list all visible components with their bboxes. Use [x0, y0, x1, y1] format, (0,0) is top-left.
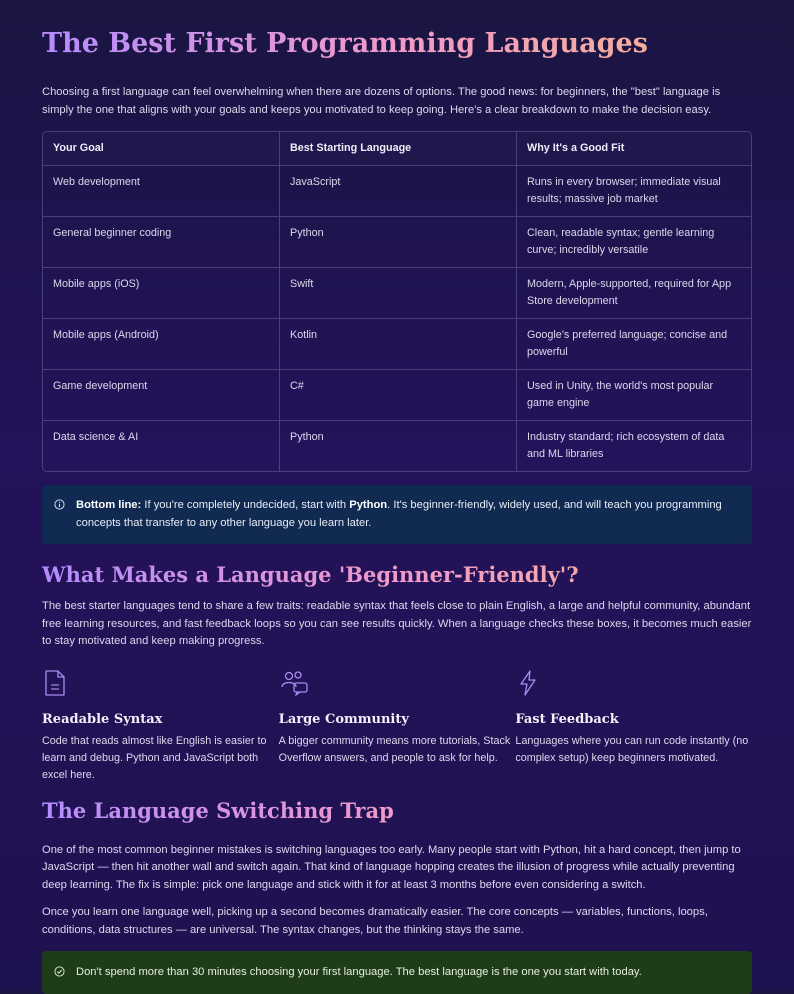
feature-title: Readable Syntax [42, 711, 163, 727]
table-row [43, 166, 751, 217]
feature-fast-feedback [515, 669, 752, 784]
section-paragraph: The best starter languages tend to share a few traits: readable syntax that feels close to plain English, a large and helpful community, abundant free learning resources, and fast feedback loops so you can see results quickly. When a language checks these boxes, it becomes much easier to stay motivated and keep making progress. [42, 600, 752, 647]
callout-highlight: Python [349, 499, 388, 511]
bottom-line-callout [42, 485, 752, 544]
table-row [43, 268, 751, 319]
info-icon [54, 499, 65, 517]
cell-language: JavaScript [280, 166, 517, 217]
cell-language: Swift [280, 268, 517, 319]
feature-text: A bigger community means more tutorials, Stack Overflow answers, and people to ask for help. [278, 734, 511, 764]
tip-callout [42, 951, 752, 994]
cell-reason: Industry standard; rich ecosystem of data and ML libraries [527, 431, 725, 460]
tip-text: Don't spend more than 30 minutes choosing your first language. The best language is the one you start with today. [76, 966, 642, 978]
document-icon [42, 684, 68, 701]
cell-goal: Web development [43, 166, 280, 217]
table-row [43, 319, 751, 370]
column-header-goal: Your Goal [43, 132, 280, 166]
section-paragraph: Once you learn one language well, picking up a second becomes dramatically easier. The core concepts — variables, functions, loops, conditions, data structures — are universal. The syntax changes, but the thinking stays the same. [42, 906, 708, 936]
cell-language: Kotlin [280, 319, 517, 370]
feature-readable-syntax [42, 669, 279, 784]
cell-reason: Used in Unity, the world's most popular game engine [517, 370, 751, 421]
section-title-switching-trap: The Language Switching Trap [42, 796, 752, 826]
table-header-row [43, 132, 751, 166]
callout-text-before: If you're completely undecided, start with [141, 499, 350, 511]
section-title-beginner-friendly: What Makes a Language 'Beginner-Friendly'? [42, 560, 752, 590]
cell-language: C# [280, 370, 517, 421]
table-row [43, 421, 751, 471]
cell-reason: Clean, readable syntax; gentle learning curve; incredibly versatile [517, 217, 751, 268]
cell-language: Python [280, 421, 517, 471]
cell-language: Python [280, 217, 517, 268]
table-row [43, 370, 751, 421]
cell-goal: Mobile apps (Android) [43, 319, 280, 370]
callout-label: Bottom line: [76, 499, 142, 511]
cell-reason: Modern, Apple-supported, required for App Store development [517, 268, 751, 319]
feature-title: Fast Feedback [515, 711, 619, 727]
cell-reason: Runs in every browser; immediate visual results; massive job market [517, 166, 751, 217]
callout-text-after: . It's beginner-friendly, widely used, and will teach you programming concepts that transfer to any other language you learn later. [76, 499, 722, 529]
feature-title: Large Community [278, 711, 409, 727]
column-header-reason: Why It's a Good Fit [517, 132, 751, 166]
table-row [43, 217, 751, 268]
lightning-icon [515, 684, 541, 701]
section-paragraph: One of the most common beginner mistakes is switching languages too early. Many people start with Python, hit a hard concept, then jump to JavaScript — then hit another wall and switch again. That kind of language hopping creates the illusion of progress while actually preventing deep learning. The fix is simple: pick one language and stick with it for at least 3 months before even considering a switch. [42, 843, 741, 891]
intro-paragraph: Choosing a first language can feel overwhelming when there are dozens of options. The good news: for beginners, the "best" language is simply the one that aligns with your goals and keeps you motivated to keep going. Here's a clear breakdown to make the decision easy. [42, 86, 721, 116]
language-table [42, 131, 752, 472]
feature-text: Code that reads almost like English is easier to learn and debug. Python and JavaScript both excel here. [42, 734, 267, 781]
check-circle-icon [54, 966, 65, 983]
page-title: The Best First Programming Languages [42, 26, 752, 62]
cell-goal: Mobile apps (iOS) [43, 268, 280, 319]
cell-goal: Game development [43, 370, 280, 421]
feature-text: Languages where you can run code instantly (no complex setup) keep beginners motivated. [515, 734, 749, 764]
cell-reason: Google's preferred language; concise and powerful [517, 319, 751, 370]
feature-large-community [279, 669, 516, 784]
feature-grid [42, 669, 752, 784]
cell-goal: General beginner coding [43, 217, 280, 268]
column-header-language: Best Starting Language [280, 132, 517, 166]
cell-goal: Data science & AI [43, 421, 280, 471]
community-icon [279, 684, 309, 701]
